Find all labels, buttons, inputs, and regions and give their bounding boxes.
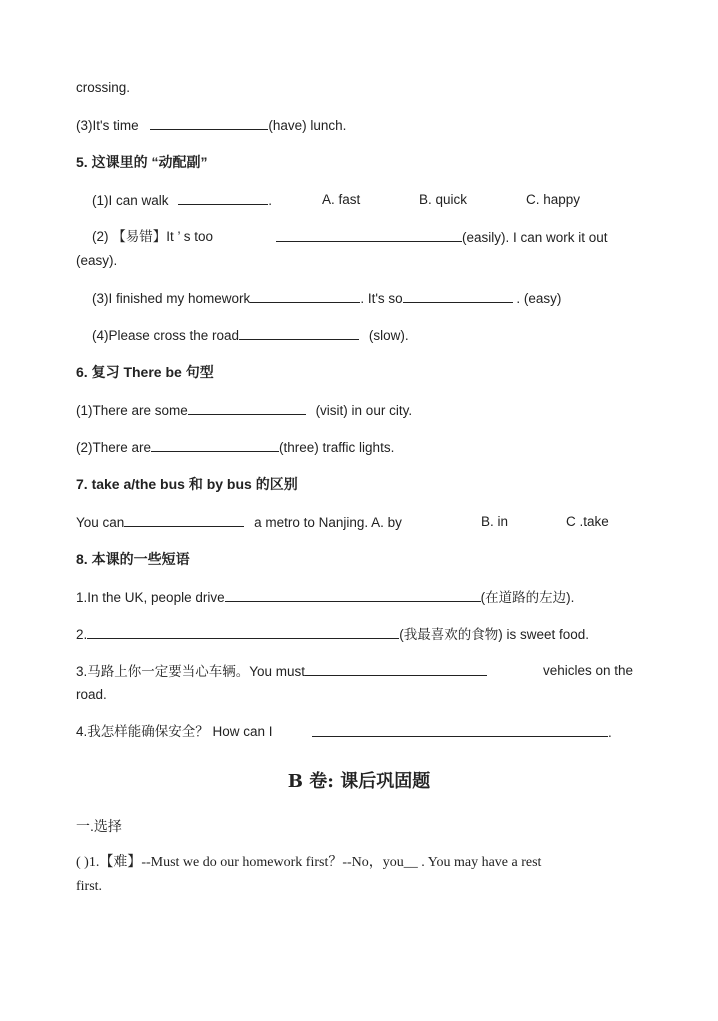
question-text: 3.马路上你一定要当心车辆。You must <box>76 664 306 679</box>
option-a[interactable]: A. fast <box>322 192 361 207</box>
answer-blank[interactable] <box>239 326 359 340</box>
question-text: (slow). <box>368 328 409 343</box>
question-text: (easily). I can work it out <box>462 230 608 245</box>
question-text: a metro to Nanjing. A. by <box>254 515 402 530</box>
question-text: (3)It's time <box>76 118 139 133</box>
question-line <box>76 116 346 135</box>
part-heading: 一.选择 <box>76 818 122 834</box>
answer-blank[interactable] <box>305 662 487 676</box>
question-text: 4.我怎样能确保安全？ How can I <box>76 724 273 739</box>
question-line <box>92 228 213 246</box>
section-b-title: B 卷: 课后巩固题 <box>287 771 431 792</box>
question-line <box>92 326 409 345</box>
text-line: (easy). <box>76 253 118 268</box>
answer-blank[interactable] <box>150 116 268 130</box>
section-heading: 6. 复习 There be 句型 <box>76 364 214 380</box>
text-line: road. <box>76 687 107 702</box>
answer-blank[interactable] <box>250 289 360 303</box>
section-heading: 7. take a/the bus 和 by bus 的区别 <box>76 476 298 492</box>
question-text: You can <box>76 515 125 530</box>
question-text: 1.In the UK, people drive <box>76 590 225 605</box>
question-text: (three) traffic lights. <box>279 440 395 455</box>
question-text: vehicles on the <box>543 663 634 678</box>
question-line <box>76 723 273 741</box>
question-line <box>92 191 272 210</box>
answer-blank[interactable] <box>178 191 268 205</box>
question-text: (在道路的左边). <box>480 590 575 605</box>
question-line: first. <box>76 879 103 894</box>
answer-blank[interactable] <box>151 438 279 452</box>
question-line <box>92 289 561 308</box>
question-line <box>76 662 487 681</box>
question-text: (2)There are <box>76 440 152 455</box>
answer-blank[interactable] <box>276 228 462 242</box>
question-text: (3)I finished my homework <box>92 291 251 306</box>
question-line <box>76 401 412 420</box>
question-line <box>276 228 608 247</box>
question-text: (我最喜欢的食物) is sweet food. <box>399 627 590 642</box>
question-text: (visit) in our city. <box>315 403 413 418</box>
section-heading: 5. 这课里的 “动配副” <box>76 154 208 170</box>
question-text: . <box>608 725 612 740</box>
question-line <box>76 588 574 607</box>
answer-blank[interactable] <box>87 625 399 639</box>
answer-blank[interactable] <box>124 513 244 527</box>
question-text: (4)Please cross the road <box>92 328 240 343</box>
question-text: (2) 【易错】It ’ s too <box>92 229 214 244</box>
question-line <box>76 513 402 532</box>
answer-blank[interactable] <box>225 588 481 602</box>
question-text: . (easy) <box>516 291 562 306</box>
question-text: . <box>268 193 273 208</box>
question-line: ( )1.【难】--Must we do our homework first？--No，you__ . You may have a rest <box>76 855 542 870</box>
question-text: (have) lunch. <box>268 118 347 133</box>
option-b[interactable]: B. quick <box>419 192 468 207</box>
option-b[interactable]: B. in <box>481 514 509 529</box>
question-text: (1)There are some <box>76 403 188 418</box>
question-text: 2. <box>76 627 88 642</box>
section-heading: 8. 本课的一些短语 <box>76 551 190 567</box>
answer-blank[interactable] <box>403 289 513 303</box>
answer-blank[interactable] <box>312 723 608 737</box>
text-line: crossing. <box>76 80 131 95</box>
question-line <box>312 723 612 742</box>
question-text: . It's so <box>360 291 403 306</box>
option-c[interactable]: C. happy <box>526 192 581 207</box>
question-line <box>76 625 589 644</box>
question-line <box>76 438 394 457</box>
answer-blank[interactable] <box>188 401 306 415</box>
question-text: (1)I can walk <box>92 193 169 208</box>
option-c[interactable]: C .take <box>566 514 609 529</box>
